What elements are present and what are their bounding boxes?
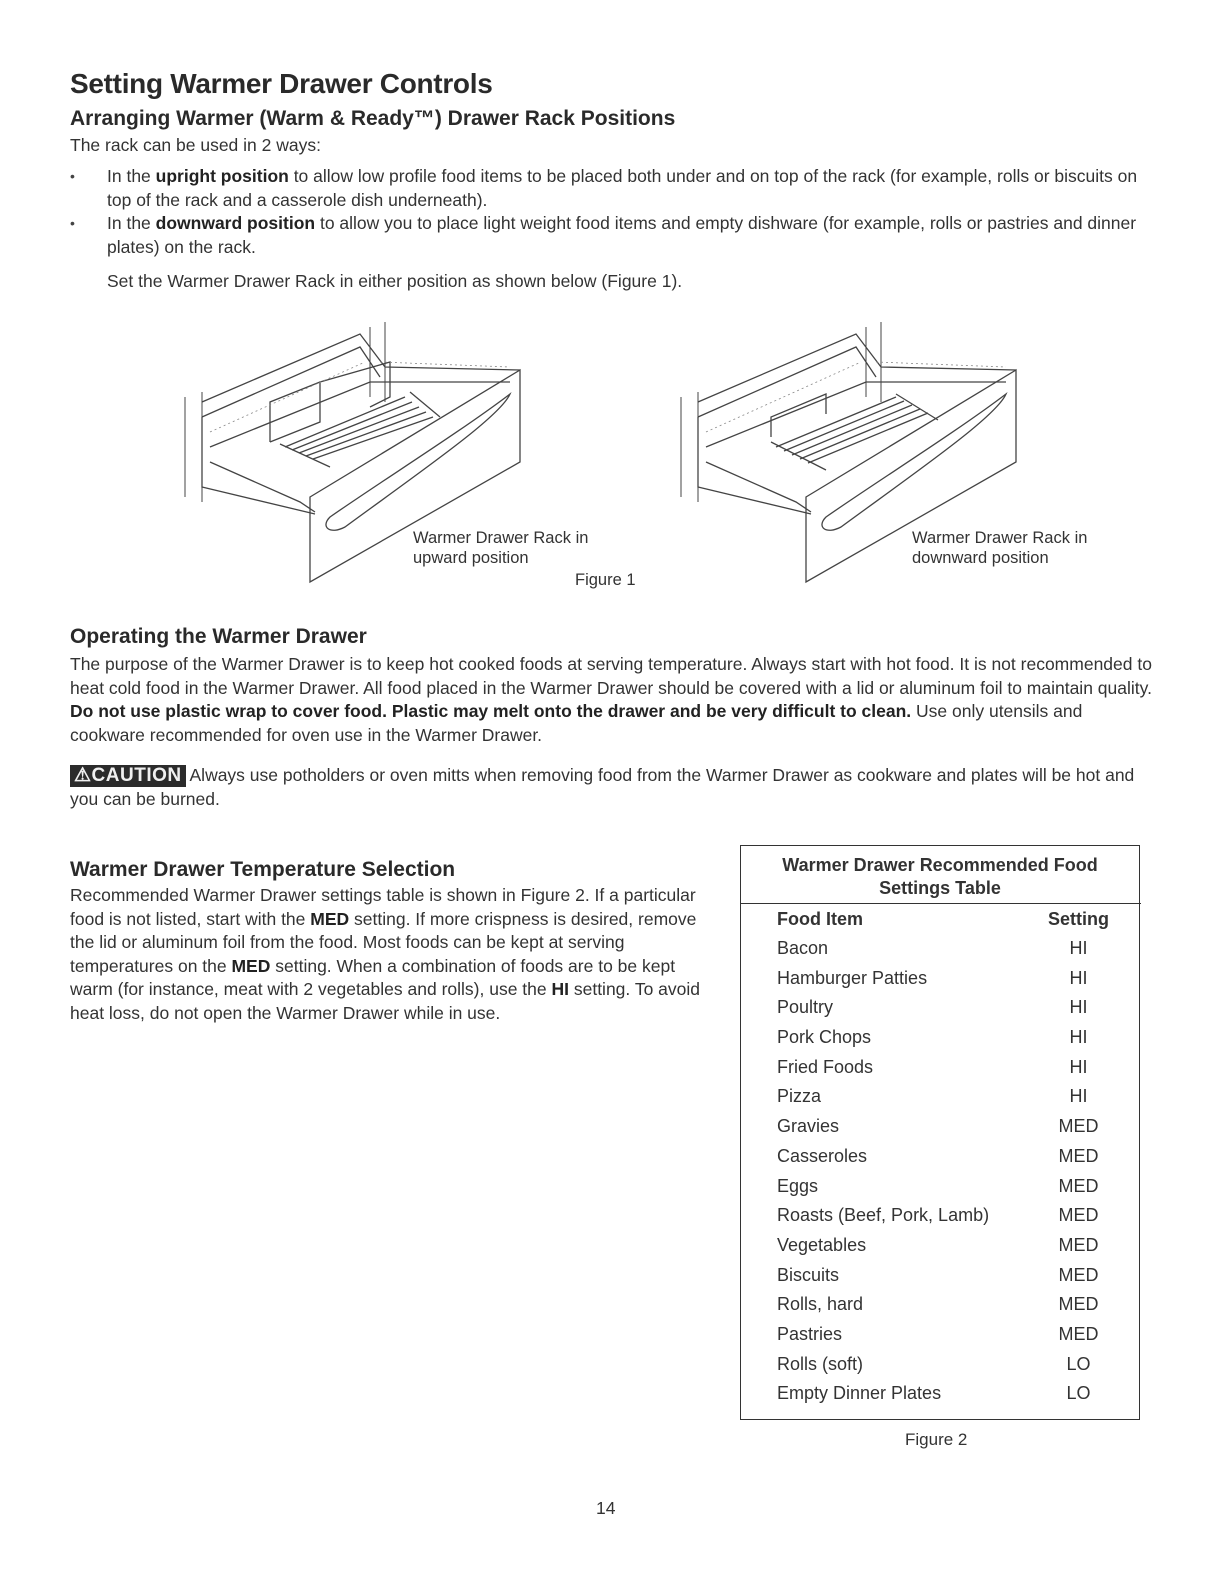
- setting-cell: MED: [1058, 1116, 1099, 1137]
- settings-table-title: [741, 854, 1139, 900]
- table-row: [741, 1027, 1141, 1057]
- settings-table: [740, 845, 1140, 1420]
- temperature-text: setting. When a combination of foods are to be kept warm (for instance, meat with 2 vegetables and rolls), use the: [70, 955, 676, 999]
- bullet-bold-downward: downward position: [155, 213, 316, 233]
- food-item-cell: Biscuits: [777, 1264, 840, 1285]
- table-row: [741, 1265, 1141, 1295]
- table-row: [741, 1146, 1141, 1176]
- temperature-paragraph: [70, 884, 718, 1025]
- table-row: [741, 1383, 1141, 1413]
- table-row: [741, 1057, 1141, 1087]
- temperature-bold-med: MED: [231, 955, 271, 976]
- temperature-bold-hi: HI: [551, 979, 569, 999]
- column-header-food: Food Item: [777, 909, 863, 929]
- temperature-bold-med: MED: [310, 908, 350, 929]
- rack-bullet-list: [70, 165, 1150, 259]
- setting-cell: LO: [1066, 1353, 1091, 1374]
- figure1-left-label-line2: upward position: [413, 549, 529, 567]
- bullet-dot: •: [70, 215, 75, 231]
- bullet-text: to allow low profile food items to be placed both under and on top of the rack (for example, rolls or biscuits on top of the rack and a casserole dish underneath).: [107, 166, 1138, 210]
- temperature-text: setting. To avoid heat loss, do not open the Warmer Drawer while in use.: [70, 979, 700, 1023]
- table-row: [741, 997, 1141, 1027]
- bullet-text: to allow you to place light weight food items and empty dishware (for example, rolls or pastries and dinner plates) on the rack.: [107, 213, 1137, 257]
- table-row: [741, 1294, 1141, 1324]
- table-row: [741, 1235, 1141, 1265]
- caution-badge: [70, 765, 186, 787]
- setting-cell: MED: [1058, 1294, 1099, 1315]
- operating-text: Use only utensils and cookware recommended for oven use in the Warmer Drawer.: [70, 701, 1083, 745]
- warning-triangle-icon: ⚠: [74, 765, 92, 786]
- figure2-caption: Figure 2: [905, 1430, 968, 1449]
- table-row: [741, 1176, 1141, 1206]
- figure1-right-label-line2: downward position: [912, 549, 1049, 567]
- table-row: [741, 938, 1141, 968]
- setting-cell: MED: [1058, 1175, 1099, 1196]
- food-item-cell: Poultry: [777, 997, 834, 1018]
- settings-table-body: [741, 938, 1141, 1413]
- operating-text: The purpose of the Warmer Drawer is to keep hot cooked foods at serving temperature. Always start with hot food. It is not recommended to heat cold food in the Warmer Drawer. All food placed in the Warmer Drawer should be covered with a lid or aluminum foil to maintain quality.: [70, 654, 1152, 698]
- figure1-caption: Figure 1: [575, 571, 636, 589]
- caution-text: Always use potholders or oven mitts when removing food from the Warmer Drawer as cookware and plates will be hot and you can be burned.: [70, 765, 1135, 809]
- setting-cell: MED: [1058, 1145, 1099, 1166]
- temperature-heading: Warmer Drawer Temperature Selection: [70, 858, 456, 881]
- table-row: [741, 1205, 1141, 1235]
- bullet-bold-upright: upright position: [155, 166, 289, 186]
- food-item-cell: Rolls (soft): [777, 1353, 864, 1374]
- setting-cell: HI: [1069, 997, 1088, 1018]
- food-item-cell: Pastries: [777, 1323, 843, 1344]
- food-item-cell: Gravies: [777, 1116, 840, 1137]
- food-item-cell: Vegetables: [777, 1234, 867, 1255]
- page-number: 14: [596, 1498, 616, 1518]
- bullet-downward: [70, 212, 1150, 259]
- bullet-dot: •: [70, 168, 75, 184]
- temperature-text: setting. If more crispness is desired, remove the lid or aluminum foil from the food. Most foods can be kept at serving temperatures on the: [70, 908, 697, 976]
- table-row: [741, 1086, 1141, 1116]
- figure1-right-label: [912, 528, 1087, 568]
- food-item-cell: Eggs: [777, 1175, 819, 1196]
- food-item-cell: Pork Chops: [777, 1027, 872, 1048]
- setting-cell: MED: [1058, 1205, 1099, 1226]
- temperature-text: Recommended Warmer Drawer settings table is shown in Figure 2. If a particular food is not listed, start with the: [70, 885, 696, 929]
- rack-intro: The rack can be used in 2 ways:: [70, 135, 321, 155]
- settings-table-title-line1: Warmer Drawer Recommended Food: [782, 855, 1098, 875]
- rack-set-instruction: Set the Warmer Drawer Rack in either position as shown below (Figure 1).: [107, 271, 683, 291]
- food-item-cell: Empty Dinner Plates: [777, 1383, 942, 1404]
- column-header-setting: Setting: [1048, 909, 1109, 929]
- food-item-cell: Casseroles: [777, 1145, 868, 1166]
- setting-cell: MED: [1058, 1264, 1099, 1285]
- setting-cell: MED: [1058, 1234, 1099, 1255]
- table-row: [741, 968, 1141, 998]
- food-item-cell: Roasts (Beef, Pork, Lamb): [777, 1205, 990, 1226]
- table-row: [741, 1324, 1141, 1354]
- operating-warning-bold: Do not use plastic wrap to cover food. Plastic may melt onto the drawer and be very difficult to clean.: [70, 701, 912, 721]
- food-item-cell: Hamburger Patties: [777, 967, 928, 988]
- figure1-right-label-line1: Warmer Drawer Rack in: [912, 529, 1088, 547]
- setting-cell: HI: [1069, 938, 1088, 958]
- bullet-text: In the: [107, 213, 156, 233]
- figure1-left-label-line1: Warmer Drawer Rack in: [413, 529, 589, 547]
- table-row: [741, 1116, 1141, 1146]
- table-row: [741, 1354, 1141, 1384]
- food-item-cell: Pizza: [777, 1086, 822, 1107]
- setting-cell: LO: [1066, 1383, 1091, 1404]
- food-item-cell: Rolls, hard: [777, 1294, 864, 1315]
- settings-table-title-line2: Settings Table: [879, 878, 1001, 898]
- caution-paragraph: [70, 764, 1152, 811]
- caution-label: CAUTION: [91, 765, 182, 786]
- bullet-text: In the: [107, 166, 156, 186]
- table-divider: [741, 903, 1141, 904]
- setting-cell: HI: [1069, 967, 1088, 988]
- food-item-cell: Fried Foods: [777, 1056, 874, 1077]
- operating-paragraph: [70, 653, 1152, 747]
- bullet-upright: [70, 165, 1150, 212]
- food-item-cell: Bacon: [777, 938, 829, 958]
- setting-cell: HI: [1069, 1027, 1088, 1048]
- operating-heading: Operating the Warmer Drawer: [70, 625, 367, 648]
- setting-cell: MED: [1058, 1323, 1099, 1344]
- setting-cell: HI: [1069, 1086, 1088, 1107]
- rack-positions-heading: Arranging Warmer (Warm & Ready™) Drawer Rack Positions: [70, 107, 676, 130]
- figure1-left-label: [413, 528, 588, 568]
- page-title: Setting Warmer Drawer Controls: [70, 68, 493, 99]
- setting-cell: HI: [1069, 1056, 1088, 1077]
